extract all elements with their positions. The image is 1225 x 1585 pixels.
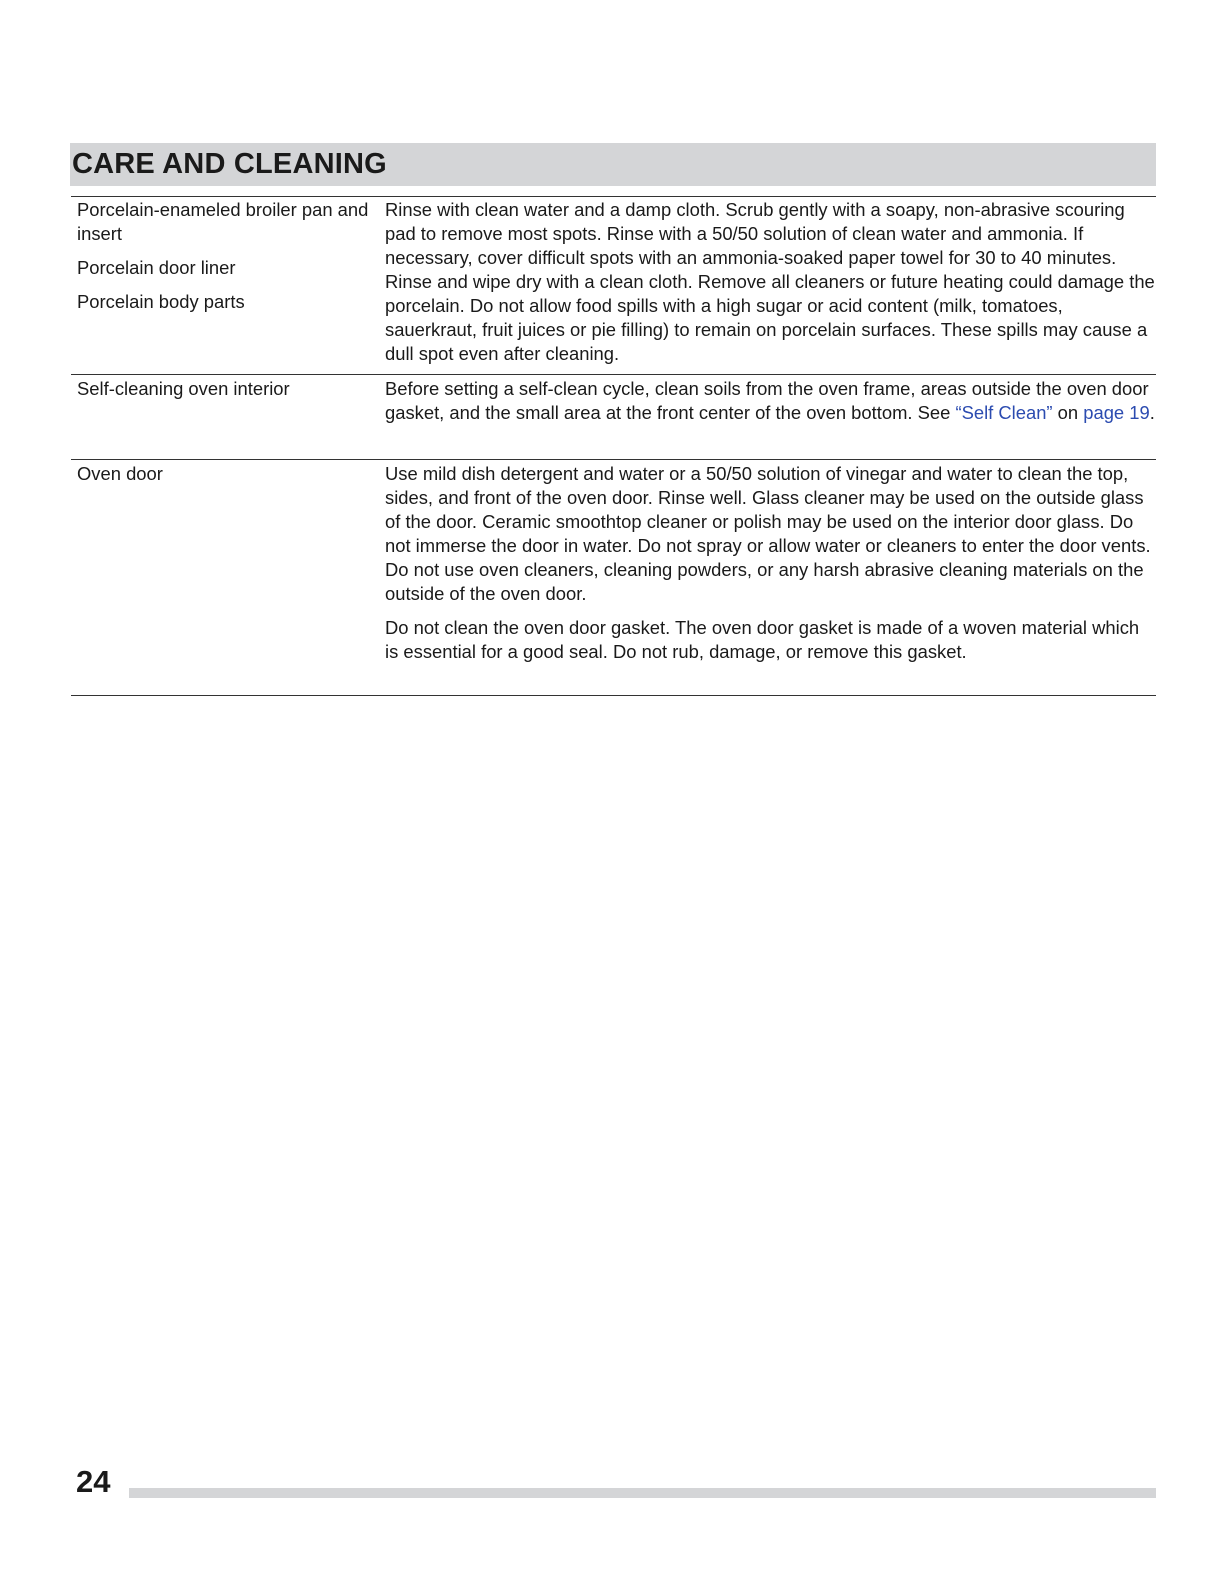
description-paragraph: Rinse with clean water and a damp cloth. Scrub gently with a soapy, non-abrasive scouring pad to remove most spots. Rinse with a 50/50 solution of clean water and ammonia. If necessary, cover difficult spots with an ammonia-soaked paper towel for 30 to 40 minutes. Rinse and wipe dry with a clean cloth. Remove all cleaners or future heating could damage the porcelain. Do not allow food spills with a high sugar or acid content (milk, tomatoes, sauerkraut, fruit juices or pie filling) to remain on porcelain surfaces. These spills may cause a dull spot even after cleaning. [385, 199, 1155, 364]
item-cell [71, 377, 385, 459]
item-label: Porcelain door liner [77, 257, 236, 278]
item-label: Porcelain-enameled broiler pan and insert [77, 199, 369, 244]
item-label: Porcelain body parts [77, 291, 245, 312]
description-cell [385, 198, 1156, 374]
table-row [71, 197, 1156, 375]
section-title: CARE AND CLEANING [72, 148, 387, 180]
description-paragraph [385, 377, 1156, 425]
description-cell [385, 462, 1156, 695]
section-header [70, 143, 1156, 186]
item-cell [71, 198, 385, 374]
table-row [71, 460, 1156, 696]
item-label: Oven door [77, 463, 163, 484]
item-cell [71, 462, 385, 695]
description-cell [385, 377, 1156, 459]
description-paragraph: Do not clean the oven door gasket. The oven door gasket is made of a woven material which is essential for a good seal. Do not rub, damage, or remove this gasket. [385, 617, 1140, 662]
table-row [71, 375, 1156, 460]
page-19-link[interactable]: page 19 [1083, 402, 1150, 423]
description-paragraph: Use mild dish detergent and water or a 50/50 solution of vinegar and water to clean the top, sides, and front of the oven door. Rinse well. Glass cleaner may be used on the outside glass of the door. Ceramic smoothtop cleaner or polish may be used on the interior door glass. Do not immerse the door in water. Do not spray or allow water or cleaners to enter the door vents. Do not use oven cleaners, cleaning powders, or any harsh abrasive cleaning materials on the outside of the oven door. [385, 463, 1151, 604]
description-text: . [1149, 402, 1155, 423]
item-label: Self-cleaning oven interior [77, 378, 290, 399]
footer-rule [129, 1488, 1156, 1498]
description-text: on [1052, 402, 1084, 423]
care-table [71, 196, 1156, 696]
self-clean-link[interactable]: “Self Clean” [955, 402, 1053, 423]
description-text: Before setting a self-clean cycle, clean soils from the oven frame, areas outside the oven door gasket, and the small area at the front center of the oven bottom. See [385, 378, 1149, 423]
page-number: 24 [76, 1464, 111, 1499]
